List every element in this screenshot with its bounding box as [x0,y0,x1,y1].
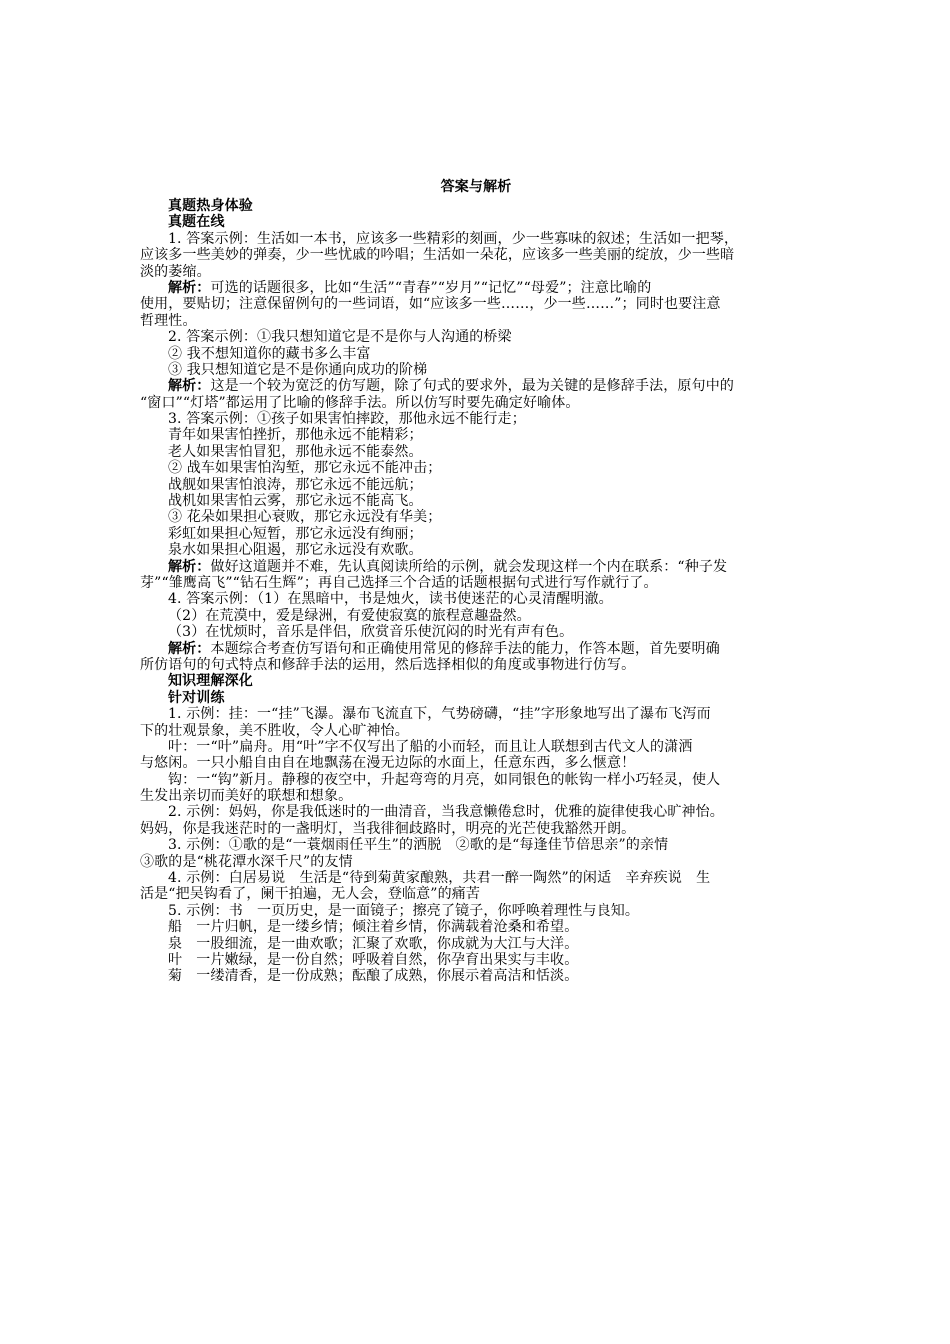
line-text: 可选的话题很多，比如“生活”“青春”“岁月”“记忆”“母爱”；注意比喻的 [210,279,652,296]
line-text: 泉 一股细流，是一曲欢歌；汇聚了欢歌，你成就为大江与大洋。 [168,935,579,952]
text-line [140,755,812,771]
line-text: 2. 示例：妈妈，你是我低迷时的一曲清音，当我意懒倦怠时，优雅的旋律使我心旷神怡。 [168,804,724,821]
text-line [140,296,812,312]
line-text: 彩虹如果担心短暂，那它永远没有绚丽； [168,525,423,542]
page-title: 答案与解析 [440,179,512,195]
line-text: 应该多一些美妙的弹奏，少一些忧戚的吟唱；生活如一朵花，应该多一些美丽的绽放，少一些暗 [140,247,735,264]
line-text: 1. 答案示例：生活如一本书，应该多一些精彩的刻画，少一些寡味的叙述；生活如一把琴， [168,230,739,247]
section-heading [140,673,812,689]
section-heading [140,690,812,706]
text-line [140,723,812,739]
line-text: 3. 答案示例：①孩子如果害怕摔跤，那他永远不能行走； [168,411,526,428]
line-text: 泉水如果担心阻遏，那它永远没有欢歌。 [168,542,423,559]
line-text: 战机如果害怕云雾，那它永远不能高飞。 [168,493,423,510]
text-line [140,919,812,935]
text-line [140,591,812,607]
line-text: 所仿语句的句式特点和修辞手法的运用，然后选择相似的角度或事物进行仿写。 [140,656,636,673]
text-line [140,477,812,493]
line-text: 钩：一“钩”新月。静穆的夜空中，升起弯弯的月亮，如同银色的帐钩一样小巧轻灵，使人 [168,771,721,788]
analysis-label: 解析： [168,640,211,657]
line-text: ② 战车如果害怕沟堑，那它永远不能冲击； [168,460,442,477]
text-line [140,870,812,886]
text-line [140,854,812,870]
text-line [140,821,812,837]
text-line [140,657,812,673]
line-text: ③歌的是“桃花潭水深千尺”的友情 [140,853,353,870]
text-line [140,460,812,476]
line-text: 真题热身体验 [168,198,253,214]
line-text: 1. 示例：挂：一“挂”飞瀑。瀑布飞流直下，气势磅礴，“挂”字形象地写出了瀑布飞泻而 [168,706,711,723]
line-text: 做好这道题并不难，先认真阅读所给的示例，就会发现这样一个内在联系：“种子发 [210,558,728,575]
analysis-label: 解析： [168,558,211,575]
text-line [140,575,812,591]
line-text: 淡的萎缩。 [140,263,211,280]
line-text: 针对训练 [168,689,225,706]
text-line [140,837,812,853]
text-line [140,427,812,443]
text-line [140,231,812,247]
text-line [140,804,812,820]
line-text: 叶：一“叶”扁舟。用“叶”字不仅写出了船的小而轻，而且让人联想到古代文人的潇洒 [168,738,693,755]
text-line [140,641,812,657]
line-text: ③ 花朵如果担心衰败，那它永远没有华美； [168,509,442,526]
text-line [140,280,812,296]
text-line [140,313,812,329]
line-text: （2）在荒漠中，爱是绿洲，有爱使寂寞的旅程意趣盎然。 [168,607,531,624]
line-text: 叶 一片嫩绿，是一份自然；呼吸着自然，你孕育出果实与丰收。 [168,951,579,968]
text-line [140,509,812,525]
line-text: 妈妈，你是我迷茫时的一盏明灯，当我徘徊歧路时，明亮的光芒使我豁然开朗。 [140,820,636,837]
text-line [140,264,812,280]
text-line [140,706,812,722]
text-line [140,247,812,263]
line-text: 哲理性。 [140,312,197,329]
text-line [140,329,812,345]
text-line [140,395,812,411]
section-heading [140,198,812,214]
line-text: 下的壮观景象，美不胜收，令人心旷神怡。 [140,722,409,739]
line-text: 真题在线 [168,214,225,231]
line-text: 4. 答案示例：（1）在黑暗中，书是烛火，读书使迷茫的心灵清醒明澈。 [168,591,613,608]
text-line [140,493,812,509]
text-line [140,788,812,804]
line-text: 3. 示例：①歌的是“一蓑烟雨任平生”的洒脱 ②歌的是“每逢佳节倍思亲”的亲情 [168,837,669,854]
answer-lines [140,198,812,985]
line-text: 本题综合考查仿写语句和正确使用常见的修辞手法的能力，作答本题，首先要明确 [210,640,720,657]
text-line [140,624,812,640]
text-line [140,968,812,984]
line-text: “窗口”“灯塔”都运用了比喻的修辞手法。所以仿写时要先确定好喻体。 [140,394,580,411]
text-line [140,559,812,575]
line-text: 活是“把吴钩看了，阑干拍遍，无人会，登临意”的痛苦 [140,886,481,903]
line-text: 与悠闲。一只小船自由自在地飘荡在漫无边际的水面上，任意东西，多么惬意！ [140,755,636,772]
text-line [140,362,812,378]
text-line [140,886,812,902]
line-text: 这是一个较为宽泛的仿写题，除了句式的要求外，最为关键的是修辞手法，原句中的 [210,378,735,395]
text-line [140,608,812,624]
line-text: ③ 我只想知道它是不是你通向成功的阶梯 [168,361,428,378]
line-text: 4. 示例：白居易说 生活是“待到菊黄家酿熟，共君一醉一陶然”的闲适 辛弃疾说 生 [168,870,711,887]
text-line [140,739,812,755]
analysis-label: 解析： [168,279,211,296]
text-line [140,542,812,558]
line-text: （3）在忧烦时，音乐是伴侣，欣赏音乐使沉闷的时光有声有色。 [168,624,574,641]
text-line [140,378,812,394]
line-text: 5. 示例：书 一页历史，是一面镜子；擦亮了镜子，你呼唤着理性与良知。 [168,902,640,919]
line-text: 菊 一缕清香，是一份成熟；酝酿了成熟，你展示着高洁和恬淡。 [168,968,579,985]
text-line [140,526,812,542]
line-text: ② 我不想知道你的藏书多么丰富 [168,345,371,362]
line-text: 知识理解深化 [168,673,253,690]
line-text: 生发出亲切而美好的联想和想象。 [140,788,353,805]
line-text: 战舰如果害怕浪涛，那它永远不能远航； [168,476,423,493]
text-line [140,444,812,460]
answer-content [140,178,812,985]
line-text: 芽”“雏鹰高飞”“钻石生辉”；再自己选择三个合适的话题根据句式进行写作就行了。 [140,574,658,591]
line-text: 老人如果害怕冒犯，那他永远不能泰然。 [168,443,423,460]
text-line [140,903,812,919]
line-text: 2. 答案示例：①我只想知道它是不是你与人沟通的桥梁 [168,329,512,346]
line-text: 青年如果害怕挫折，那他永远不能精彩； [168,427,423,444]
section-heading [140,214,812,230]
line-text: 船 一片归帆，是一缕乡情；倾注着乡情，你满载着沧桑和希望。 [168,919,579,936]
text-line [140,772,812,788]
line-text: 使用，要贴切；注意保留例句的一些词语，如“应该多一些……，少一些……”；同时也要注意 [140,296,721,313]
analysis-label: 解析： [168,378,211,395]
text-line [140,411,812,427]
text-line [140,952,812,968]
text-line [140,346,812,362]
text-line [140,936,812,952]
